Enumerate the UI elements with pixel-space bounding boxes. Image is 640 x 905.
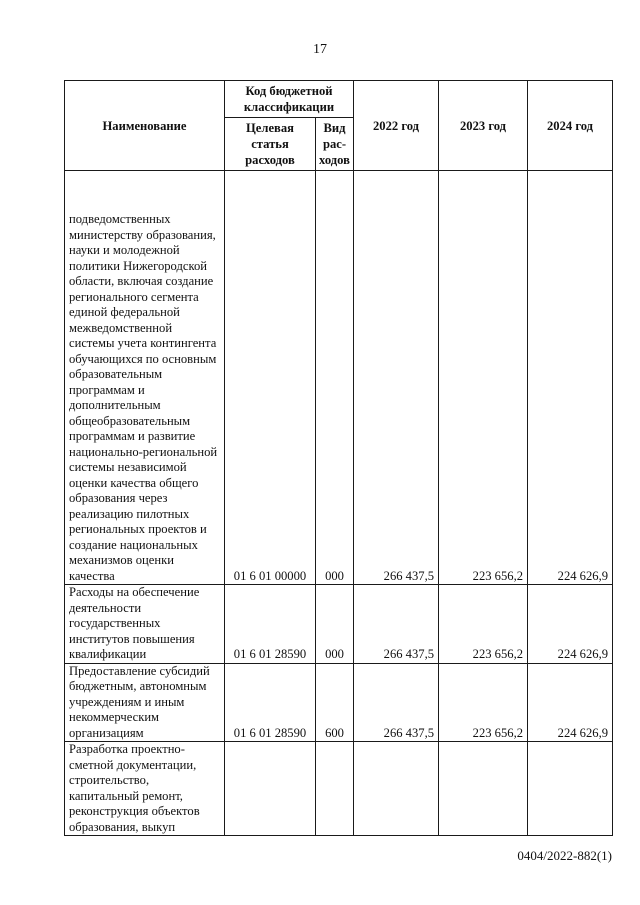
table-row (65, 663, 613, 742)
row-expense-type: 000 (316, 585, 354, 664)
header-budget-code: Код бюджетной классификации (225, 81, 354, 118)
header-2023: 2023 год (439, 81, 528, 171)
header-expense-type: Вид рас-ходов (316, 118, 354, 171)
row-name: подведомственных министерству образования, науки и молодежной политики Нижегородской области, включая создание регионального сегмента единой федеральной межведомственной системы учета контингента обучающихся по основным образовательным программам и дополнительным общеобразовательным программам и развитие национально-региональной системы независимой оценки качества общего образования через реализацию пилотных региональных проектов и создание национальных механизмов оценки качества (65, 171, 225, 585)
row-2024: 224 626,9 (528, 663, 613, 742)
row-name: Предоставление субсидий бюджетным, автономным учреждениям и иным некоммерческим организациям (65, 663, 225, 742)
table-row (65, 585, 613, 664)
row-target-article: 01 6 01 28590 (225, 585, 316, 664)
row-target-article (225, 742, 316, 836)
row-expense-type: 600 (316, 663, 354, 742)
row-2023: 223 656,2 (439, 663, 528, 742)
row-2023: 223 656,2 (439, 585, 528, 664)
row-target-article: 01 6 01 28590 (225, 663, 316, 742)
row-name: Расходы на обеспечение деятельности государственных институтов повышения квалификации (65, 585, 225, 664)
row-2022: 266 437,5 (354, 585, 439, 664)
row-name: Разработка проектно-сметной документации, строительство, капитальный ремонт, реконструкция объектов образования, выкуп (65, 742, 225, 836)
row-2022 (354, 742, 439, 836)
table-row (65, 742, 613, 836)
header-2022: 2022 год (354, 81, 439, 171)
row-expense-type (316, 742, 354, 836)
header-2024: 2024 год (528, 81, 613, 171)
row-2023: 223 656,2 (439, 171, 528, 585)
budget-table (64, 80, 613, 836)
document-code: 0404/2022-882(1) (517, 848, 612, 863)
row-2023 (439, 742, 528, 836)
page-number: 17 (313, 42, 327, 57)
row-expense-type: 000 (316, 171, 354, 585)
row-2024 (528, 742, 613, 836)
row-2022: 266 437,5 (354, 171, 439, 585)
header-target-article: Целевая статья расходов (225, 118, 316, 171)
header-name: Наименование (65, 81, 225, 171)
row-2022: 266 437,5 (354, 663, 439, 742)
row-2024: 224 626,9 (528, 171, 613, 585)
row-2024: 224 626,9 (528, 585, 613, 664)
row-target-article: 01 6 01 00000 (225, 171, 316, 585)
table-row (65, 171, 613, 585)
